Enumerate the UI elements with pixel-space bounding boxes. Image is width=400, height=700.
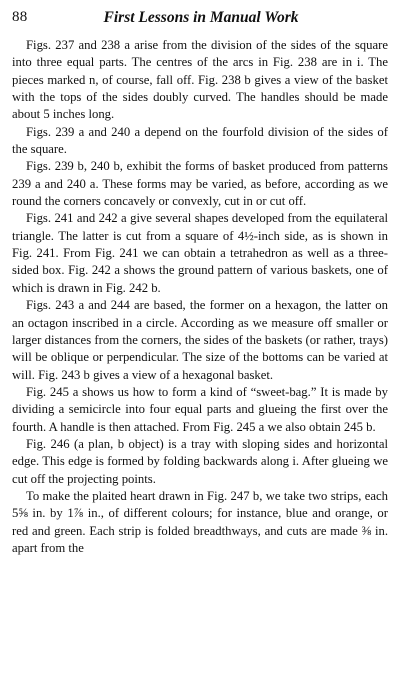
paragraph: Fig. 246 (a plan, b object) is a tray with sloping sides and horizontal edge. This edge is formed by folding backwards along i. After glueing we cut off the projecting points.: [12, 436, 388, 486]
paragraph: Figs. 237 and 238 a arise from the division of the sides of the square into three equal parts. The centres of the arcs in Fig. 238 are in i. The pieces marked n, of course, fall off. Fig. 238 b gives a view of the basket with the tops of the sides doubly curved. The handles should be made about 5 inches long.: [12, 38, 388, 122]
paragraph: To make the plaited heart drawn in Fig. 247 b, we take two strips, each 5⅝ in. by 1⅞ in., of different colours; for instance, blue and orange, or red and green. Each strip is folded breadthways, and cuts are made ⅜ in. apart from the: [12, 488, 388, 555]
running-title: First Lessons in Manual Work: [103, 9, 299, 26]
paragraph: Fig. 245 a shows us how to form a kind of “sweet-bag.” It is made by dividing a semicircle into four equal parts and glueing the first over the fourth. A handle is then attached. From Fig. 245 a we also obtain 245 b.: [12, 384, 388, 434]
page-number: 88: [12, 9, 28, 25]
body-text: [12, 37, 388, 557]
paragraph: Figs. 243 a and 244 are based, the former on a hexagon, the latter on an octagon inscribed in a circle. According as we measure off smaller or larger distances from the corners, the sides of the baskets (or rather, trays) will be oblique or perpendicular. The size of the bottoms can be varied at will. Fig. 243 b gives a view of a hexagonal basket.: [12, 298, 388, 382]
page-header: [12, 9, 390, 31]
paragraph: Figs. 239 b, 240 b, exhibit the forms of basket produced from patterns 239 a and 240 a. These forms may be varied, as before, according as we round the corners concavely or convexly, cut in or cut off.: [12, 159, 388, 209]
paragraph: Figs. 239 a and 240 a depend on the fourfold division of the sides of the square.: [12, 124, 388, 157]
paragraph: Figs. 241 and 242 a give several shapes developed from the equilateral triangle. The latter is cut from a square of 4½-inch side, as is shown in Fig. 241. From Fig. 241 we can obtain a tetrahedron as well as a three-sided box. Fig. 242 a shows the ground pattern of various baskets, one of which is drawn in Fig. 242 b.: [12, 211, 388, 295]
